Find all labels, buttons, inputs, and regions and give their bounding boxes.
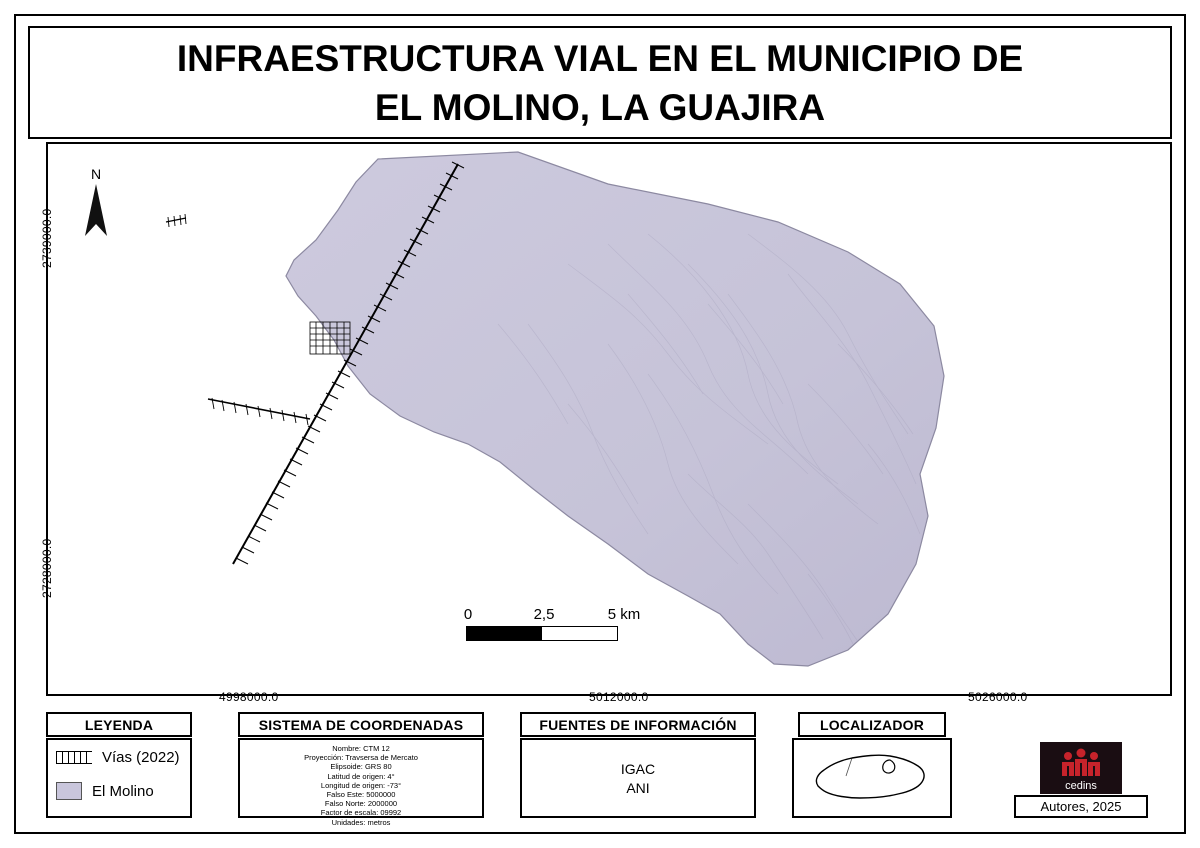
scale-label-2: 5 km [607, 606, 641, 623]
map-title-line-2: EL MOLINO, LA GUAJIRA [374, 86, 826, 128]
legend-header: LEYENDA [46, 712, 192, 737]
municipality-polygon-group [286, 152, 944, 666]
sources-panel [520, 738, 756, 818]
coord-line: Nombre: CTM 12 [332, 744, 390, 753]
road-line-icon [56, 751, 92, 764]
authors-label: Autores, 2025 [1040, 799, 1122, 814]
coord-line: Longitud de origen: -73° [320, 780, 402, 790]
coord-line: Proyección: Travsersa de Mercato [304, 753, 418, 763]
scale-label-0: 0 [463, 606, 473, 623]
axis-y-label-1: 2739000.0 [40, 208, 54, 268]
sources-header: FUENTES DE INFORMACIÓN [520, 712, 756, 737]
legend-panel [46, 738, 192, 818]
coord-line: Falso Este: 5000000 [326, 790, 396, 800]
legend-item-label: El Molino [92, 782, 154, 800]
svg-text:cedins: cedins [1065, 780, 1097, 792]
authors-box [1014, 795, 1148, 818]
north-arrow-label: N [90, 166, 102, 182]
locator-header: LOCALIZADOR [798, 712, 946, 737]
source-item: ANI [626, 779, 650, 796]
north-arrow [76, 166, 116, 246]
road-branch-town [208, 398, 310, 425]
scale-seg-white [542, 627, 617, 640]
scale-seg-black [467, 627, 542, 640]
source-item: IGAC [620, 760, 656, 777]
map-title-box [28, 26, 1172, 139]
coordinate-system-panel [238, 738, 484, 827]
scale-label-1: 2,5 [533, 606, 555, 623]
legend-item-municipality[interactable] [48, 774, 190, 808]
locator-panel [792, 738, 952, 818]
urban-road-grid [310, 322, 350, 354]
polygon-swatch-icon [56, 782, 82, 800]
coord-line: Unidades: metros [331, 817, 391, 827]
organization-logo [1040, 742, 1122, 794]
coord-line: Falso Norte: 2000000 [324, 799, 398, 809]
locator-outline-icon [794, 740, 950, 816]
coord-line: Elipsoide: GRS 80 [330, 762, 392, 772]
scale-bar-labels [463, 606, 656, 626]
cedins-logo-icon [1040, 742, 1122, 794]
scale-bar [463, 606, 656, 641]
axis-x-label-2: 5012000.0 [589, 690, 649, 704]
legend-item-roads[interactable] [48, 740, 190, 774]
road-stub-north [166, 214, 186, 227]
coordinate-system-header: SISTEMA DE COORDENADAS [238, 712, 484, 737]
axis-y-label-2: 2728000.0 [40, 538, 54, 598]
north-arrow-icon [78, 182, 114, 240]
scale-bar-graphic [466, 626, 618, 641]
map-canvas[interactable] [46, 142, 1172, 696]
axis-x-label-1: 4998000.0 [219, 690, 279, 704]
coord-line: Factor de escala: 09992 [320, 808, 402, 818]
coord-line: Latitud de origen: 4° [327, 771, 395, 781]
coordinate-system-list [246, 744, 476, 827]
axis-x-label-3: 5026000.0 [968, 690, 1028, 704]
map-title-line-1: INFRAESTRUCTURA VIAL EN EL MUNICIPIO DE [176, 37, 1024, 79]
legend-item-label: Vías (2022) [102, 748, 180, 766]
